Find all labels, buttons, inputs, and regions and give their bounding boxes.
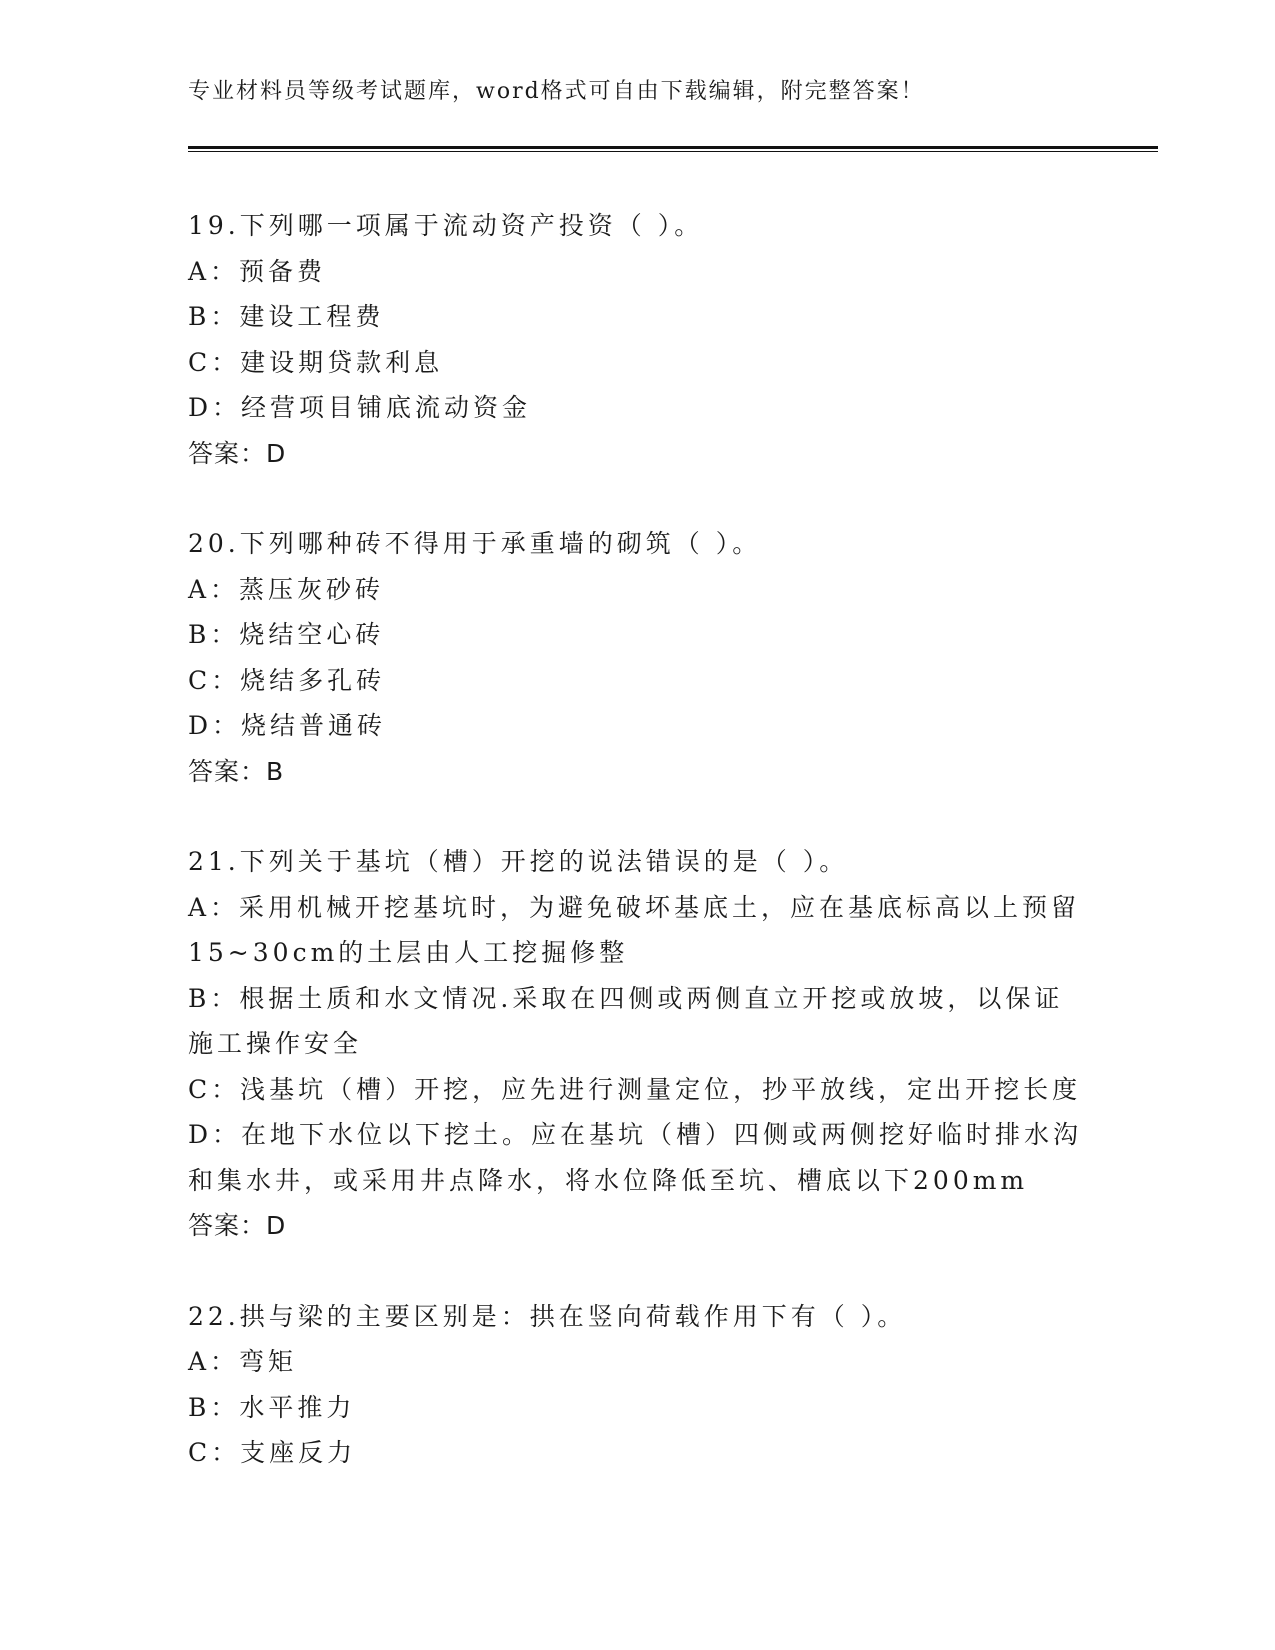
option-d: D：在地下水位以下挖土。应在基坑（槽）四侧或两侧挖好临时排水沟: [188, 1120, 1083, 1149]
question-spacer: [188, 1249, 1088, 1294]
option-d: D：烧结普通砖: [188, 711, 387, 740]
question-spacer: [188, 476, 1088, 521]
option-a: A：蒸压灰砂砖: [188, 574, 385, 604]
question-spacer: [188, 794, 1088, 839]
option-b: B：烧结空心砖: [188, 620, 385, 649]
option-c: C：建设期贷款利息: [188, 347, 444, 377]
question-stem: 22.拱与梁的主要区别是：拱在竖向荷载作用下有（ ）。: [188, 1301, 907, 1331]
option-b-continued: 施工操作安全: [188, 1029, 363, 1058]
option-c: C：浅基坑（槽）开挖，应先进行测量定位，抄平放线，定出开挖长度: [188, 1074, 1082, 1104]
header-rule-thin: [188, 151, 1158, 152]
question-list: [188, 203, 1088, 1476]
answer-line: 答案：D: [188, 438, 287, 468]
question-21: [188, 839, 1088, 1249]
question-stem: 21.下列关于基坑（槽）开挖的说法错误的是（ ）。: [188, 847, 849, 876]
option-a: A：弯矩: [188, 1347, 298, 1376]
option-b: B：根据土质和水文情况.采取在四侧或两侧直立开挖或放坡，以保证: [188, 983, 1064, 1013]
question-22: [188, 1294, 1088, 1476]
option-c: C：支座反力: [188, 1438, 357, 1467]
option-d-continued: 和集水井，或采用井点降水，将水位降低至坑、槽底以下200mm: [188, 1165, 1029, 1195]
option-c: C：烧结多孔砖: [188, 665, 386, 695]
question-stem: 20.下列哪种砖不得用于承重墙的砌筑（ ）。: [188, 529, 762, 558]
question-stem: 19.下列哪一项属于流动资产投资（ ）。: [188, 211, 704, 240]
page-header: 专业材料员等级考试题库，word格式可自由下载编辑，附完整答案！: [188, 79, 925, 104]
question-19: [188, 203, 1088, 476]
option-a: A：采用机械开挖基坑时，为避免破坏基底土，应在基底标高以上预留: [188, 892, 1081, 922]
option-a: A：预备费: [188, 256, 327, 286]
answer-line: 答案：B: [188, 756, 285, 786]
option-b: B：建设工程费: [188, 302, 385, 331]
option-b: B：水平推力: [188, 1392, 356, 1422]
answer-line: 答案：D: [188, 1211, 287, 1240]
header-rule-thick: [188, 146, 1158, 149]
option-d: D：经营项目铺底流动资金: [188, 393, 532, 422]
option-a-continued: 15~30cm的土层由人工挖掘修整: [188, 938, 629, 967]
question-20: [188, 521, 1088, 794]
